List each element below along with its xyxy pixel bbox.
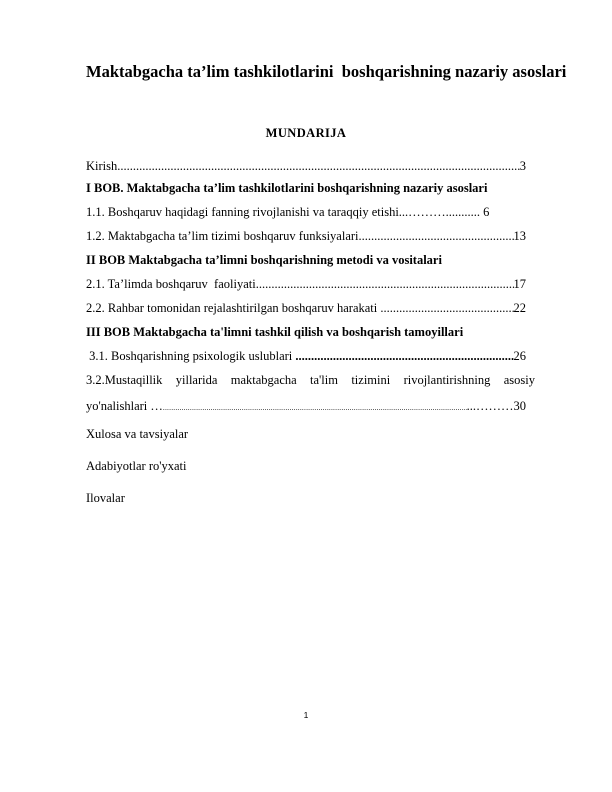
toc-leader-dots	[256, 276, 514, 292]
toc-chapter-3[interactable]: III BOB Maktabgacha ta'limni tashkil qilish va boshqarish tamoyillari	[86, 325, 464, 339]
toc-entry-label: 2.2. Rahbar tomonidan rejalashtirilgan boshqaruv harakati	[86, 301, 381, 315]
toc-entry-label: 1.2. Maktabgacha ta’lim tizimi boshqaruv funksiyalari	[86, 229, 359, 243]
toc-chapter-2[interactable]: II BOB Maktabgacha ta’limni boshqarishning metodi va vositalari	[86, 253, 442, 267]
document-title: Maktabgacha ta’lim tashkilotlarini boshqarishning nazariy asoslari	[86, 62, 567, 81]
toc-chapter-1[interactable]: I BOB. Maktabgacha ta’lim tashkilotlarini boshqarishning nazariy asoslari	[86, 181, 488, 195]
toc-entry-ilovalar[interactable]: Ilovalar	[86, 491, 125, 505]
toc-entry-label: 2.1. Ta’limda boshqaruv faoliyati	[86, 277, 256, 291]
toc-entry-page: 17	[513, 277, 526, 291]
toc-entry-1-1[interactable]	[86, 204, 526, 220]
toc-entry-label: Kirish	[86, 159, 118, 173]
toc-entry-page: 13	[513, 229, 526, 243]
toc-entry-label: yo'nalishlari …	[86, 399, 163, 413]
toc-entry-2-2[interactable]	[86, 300, 526, 316]
page-number: 1	[303, 710, 309, 720]
toc-entry-3-1[interactable]	[86, 348, 526, 364]
toc-entry-3-2-line-2[interactable]	[86, 398, 526, 416]
toc-leader-dots	[163, 400, 467, 416]
toc-entry-tail: ...………	[466, 399, 514, 413]
toc-entry-3-2-line-1[interactable]	[86, 372, 535, 388]
toc-entry-page: 3	[519, 159, 526, 173]
toc-leader-dots	[380, 300, 513, 316]
toc-word: yillarida	[175, 373, 218, 387]
toc-entry-adabiyotlar[interactable]: Adabiyotlar ro'yxati	[86, 459, 187, 473]
toc-leader-dots	[359, 228, 514, 244]
toc-entry-2-1[interactable]	[86, 276, 526, 292]
toc-word: rivojlantirishning	[403, 373, 491, 387]
toc-entry-page: 22	[513, 301, 526, 315]
toc-word: 3.2.Mustaqillik	[86, 373, 163, 387]
toc-word: maktabgacha	[230, 373, 297, 387]
toc-word: ta'lim	[310, 373, 338, 387]
toc-word: asosiy	[503, 373, 535, 387]
toc-entry-xulosa[interactable]: Xulosa va tavsiyalar	[86, 427, 189, 441]
toc-leader-dots	[295, 348, 513, 364]
toc-leader-dots	[117, 158, 520, 174]
toc-word: tizimini	[351, 373, 391, 387]
toc-entry-1-2[interactable]	[86, 228, 526, 244]
toc-entry-label: 3.1. Boshqarishning psixologik uslublari	[86, 349, 296, 363]
toc-entry-page: 26	[513, 349, 526, 363]
toc-entry-label: 1.1. Boshqaruv haqidagi fanning rivojlanishi va taraqqiy etishi...………...........	[86, 205, 484, 219]
toc-heading: MUNDARIJA	[265, 126, 347, 140]
toc-entry-page: 6	[483, 205, 490, 219]
toc-entry-page: 30	[513, 399, 526, 413]
toc-entry-kirish[interactable]	[86, 158, 526, 174]
